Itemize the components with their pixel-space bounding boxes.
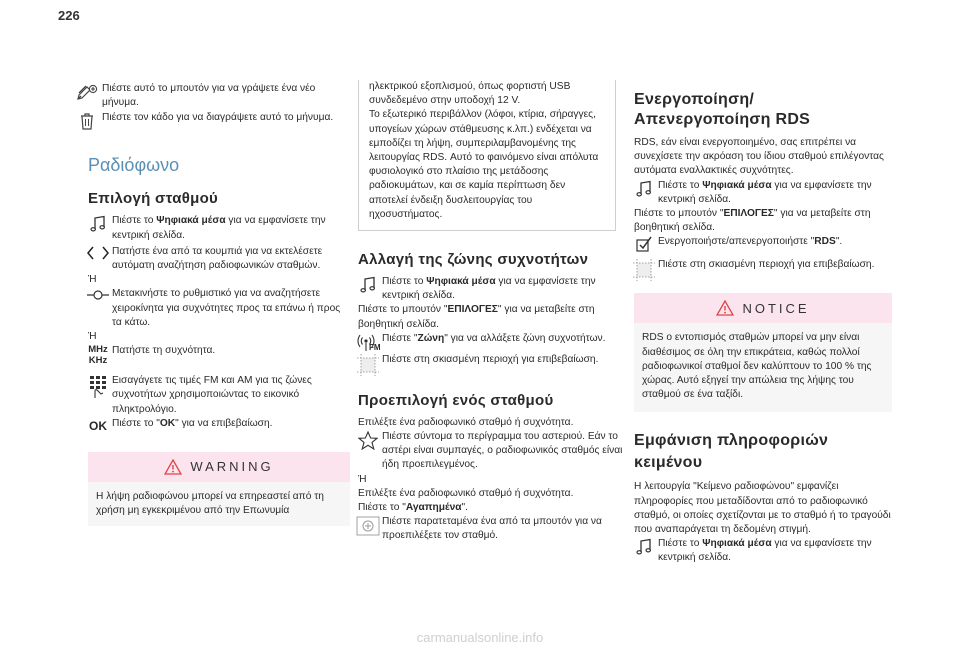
band-options-text: Πιέστε το μπουτόν "ΕΠΙΛΟΓΕΣ" για να μεταβείτε στη βοηθητική σελίδα. [358,304,595,330]
shaded-area-icon [630,259,658,281]
heading-radio-text: Εμφάνιση πληροφοριών κειμένου [634,432,829,472]
rds-description: RDS, εάν είναι ενεργοποιημένο, σας επιτρέπει να συνεχίσετε την ακρόαση του ίδιου σταθμού επιλέγοντας αυτόματα εναλλακτικές συχνότητες. [634,137,884,177]
heading-select-station: Επιλογή σταθμού [88,190,219,208]
step-frequency [84,344,350,366]
or-text-1: Ή [88,274,97,286]
step-keypad [84,374,350,417]
music-note-icon [354,276,382,294]
step-ok [84,417,350,432]
music-note-icon [84,215,112,233]
rds-options-text: Πιέστε το μπουτόν "ΕΠΙΛΟΓΕΣ" για να μεταβείτε στη βοηθητική σελίδα. [634,208,871,234]
preset-select-text-2: Επιλέξτε ένα ραδιοφωνικό σταθμό ή συχνότητα. [358,487,574,499]
heading-preset: Προεπιλογή ενός σταθμού [358,391,554,409]
step-media-text: Πιέστε το Ψηφιακά μέσα για να εμφανίσετε την κεντρική σελίδα. [112,215,326,241]
step-slider-text: Μετακινήστε το ρυθμιστικό για να αναζητήσετε χειροκίνητα για συχνότητες προς τα επάνω ή προς τα κάτω. [112,288,341,328]
radio-text-description: Η λειτουργία "Κείμενο ραδιοφώνου" εμφανίζει πληροφορίες που μεταδίδονται από το ραδιοφωνικό σταθμό, οι οποίες σχετίζονται με το σταθμό ή το τραγούδι που αναπαράγεται τη δεδομένη στιγμή. [634,481,891,536]
column-3 [634,90,892,566]
rds-step-confirm [630,258,892,281]
rds-step-toggle [630,235,892,252]
step-frequency-text: Πατήστε τη συχνότητα. [112,345,216,357]
heading-rds: Ενεργοποίηση/ Απενεργοποίηση RDS [634,91,811,128]
band-step-media-text: Πιέστε το Ψηφιακά μέσα για να εμφανίσετε την κεντρική σελίδα. [382,276,596,302]
band-step-media [354,275,616,303]
rds-step-toggle-text: Ενεργοποιήστε/απενεργοποιήστε "RDS". [658,236,843,248]
notice-text: RDS ο εντοπισμός σταθμών μπορεί να μην είναι διαθέσιμος σε όλη την επικράτεια, καθώς πολλοί ραδιοφωνικοί σταθμοί δεν καλύπτουν το 100 % της χώρας. Αυτό εξηγεί την απώλεια της λήψης του σταθμού σε ένα ταξίδι. [642,332,872,401]
warning-text: Η λήψη ραδιοφώνου μπορεί να επηρεαστεί από τη χρήση μη εγκεκριμένου από την Επωνυμία [96,490,324,517]
notice-title: NOTICE [742,300,810,316]
notice-icon [716,300,734,316]
step-keypad-text: Εισαγάγετε τις τιμές FM και AM για τις ζώνες συχνοτήτων χρησιμοποιώντας το εικονικό πληκτρολόγιο. [112,375,312,415]
trash-icon [72,112,102,131]
radio-text-step-media-text: Πιέστε το Ψηφιακά μέσα για να εμφανίσετε την κεντρική σελίδα. [658,538,872,564]
slider-icon [84,288,112,302]
mhz-khz-icon: MHz KHz [88,344,108,366]
music-note-icon [630,538,658,556]
warning-header [88,452,350,482]
shaded-area-icon [354,354,382,376]
preset-favorites-text: Πιέστε το "Αγαπημένα". [358,502,468,514]
preset-step-hold-text: Πιέστε παρατεταμένα ένα από τα μπουτόν για να προεπιλέξετε τον σταθμό. [382,516,602,542]
step-media [84,214,350,242]
checkbox-icon [630,236,658,252]
or-text-3: Ή [358,473,367,485]
notice-header [634,293,892,323]
step-seek-text: Πατήστε ένα από τα κουμπιά για να εκτελέσετε αυτόματη αναζήτηση ραδιοφωνικών σταθμών. [112,245,323,272]
band-step-zone-text: Πιέστε "Ζώνη" για να αλλάξετε ζώνη συχνοτήτων. [382,332,606,344]
add-preset-icon [354,516,382,536]
preset-step-star [354,430,623,473]
column-1 [88,82,350,526]
radio-text-step-media [630,537,892,565]
step-seek [84,245,350,273]
warning-continuation-box [358,80,616,231]
preset-step-star-text: Πιέστε σύντομα το περίγραμμα του αστεριού. Εάν το αστέρι είναι συμπαγές, ο ραδιοφωνικός σταθμός είναι ήδη προεπιλεγμένος. [382,431,623,471]
column-2 [358,80,623,544]
page-number: 226 [58,8,80,23]
step-slider [84,287,350,330]
music-note-icon [630,180,658,198]
chevron-left-right-icon [84,246,112,260]
notice-box [634,293,892,412]
band-step-zone [354,332,616,353]
preset-step-hold [354,515,616,543]
radio-fm-icon: FM [354,333,382,353]
add-message-row [72,82,350,110]
band-step-confirm-text: Πιέστε στη σκιασμένη περιοχή για επιβεβαίωση. [382,353,599,365]
intro-add-text: Πιέστε αυτό το μπουτόν για να γράψετε ένα νέο μήνυμα. [102,83,316,109]
rds-step-confirm-text: Πιέστε στη σκιασμένη περιοχή για επιβεβαίωση. [658,259,875,271]
warning-title: WARNING [190,459,274,475]
watermark: carmanualsonline.info [416,630,544,645]
rds-step-media [630,179,892,207]
section-title: Ραδιόφωνο [88,155,180,176]
step-ok-text: Πιέστε το "OK" για να επιβεβαίωση. [112,417,273,429]
warning-icon [164,459,182,475]
star-outline-icon [354,431,382,450]
ok-icon: OK [89,418,107,433]
warning-continuation-text: ηλεκτρικού εξοπλισμού, όπως φορτιστή USB συνδεδεμένο στην υποδοχή 12 V. Το εξωτερικό περιβάλλον (λόφοι, κτίρια, σήραγγες, υπογείων χώρων στάθμευσης κ.λπ.) ενδέχεται να εμποδίζει τη λήψη, συμπεριλαμβανομένης της λειτουργίας RDS. Αυτό το φαινόμενο είναι απόλυτα φυσιολογικό στο πλαίσιο της μετάδοσης ραδιοκυμάτων, και σε καμία περίπτωση δεν αποτελεί ένδειξη δυσλειτουργίας του ηχοσυστήματος. [369,81,599,220]
preset-select-text: Επιλέξτε ένα ραδιοφωνικό σταθμό ή συχνότητα. [358,416,574,428]
rds-step-media-text: Πιέστε το Ψηφιακά μέσα για να εμφανίσετε την κεντρική σελίδα. [658,179,872,205]
add-message-icon [72,83,102,101]
intro-delete-text: Πιέστε τον κάδο για να διαγράψετε αυτό το μήνυμα. [102,112,334,124]
warning-box [88,452,350,526]
delete-message-row [72,111,350,131]
heading-change-band: Αλλαγή της ζώνης συχνοτήτων [358,251,589,269]
keypad-icon [84,375,112,399]
band-step-confirm [354,353,616,376]
or-text-2: Ή [88,331,97,343]
